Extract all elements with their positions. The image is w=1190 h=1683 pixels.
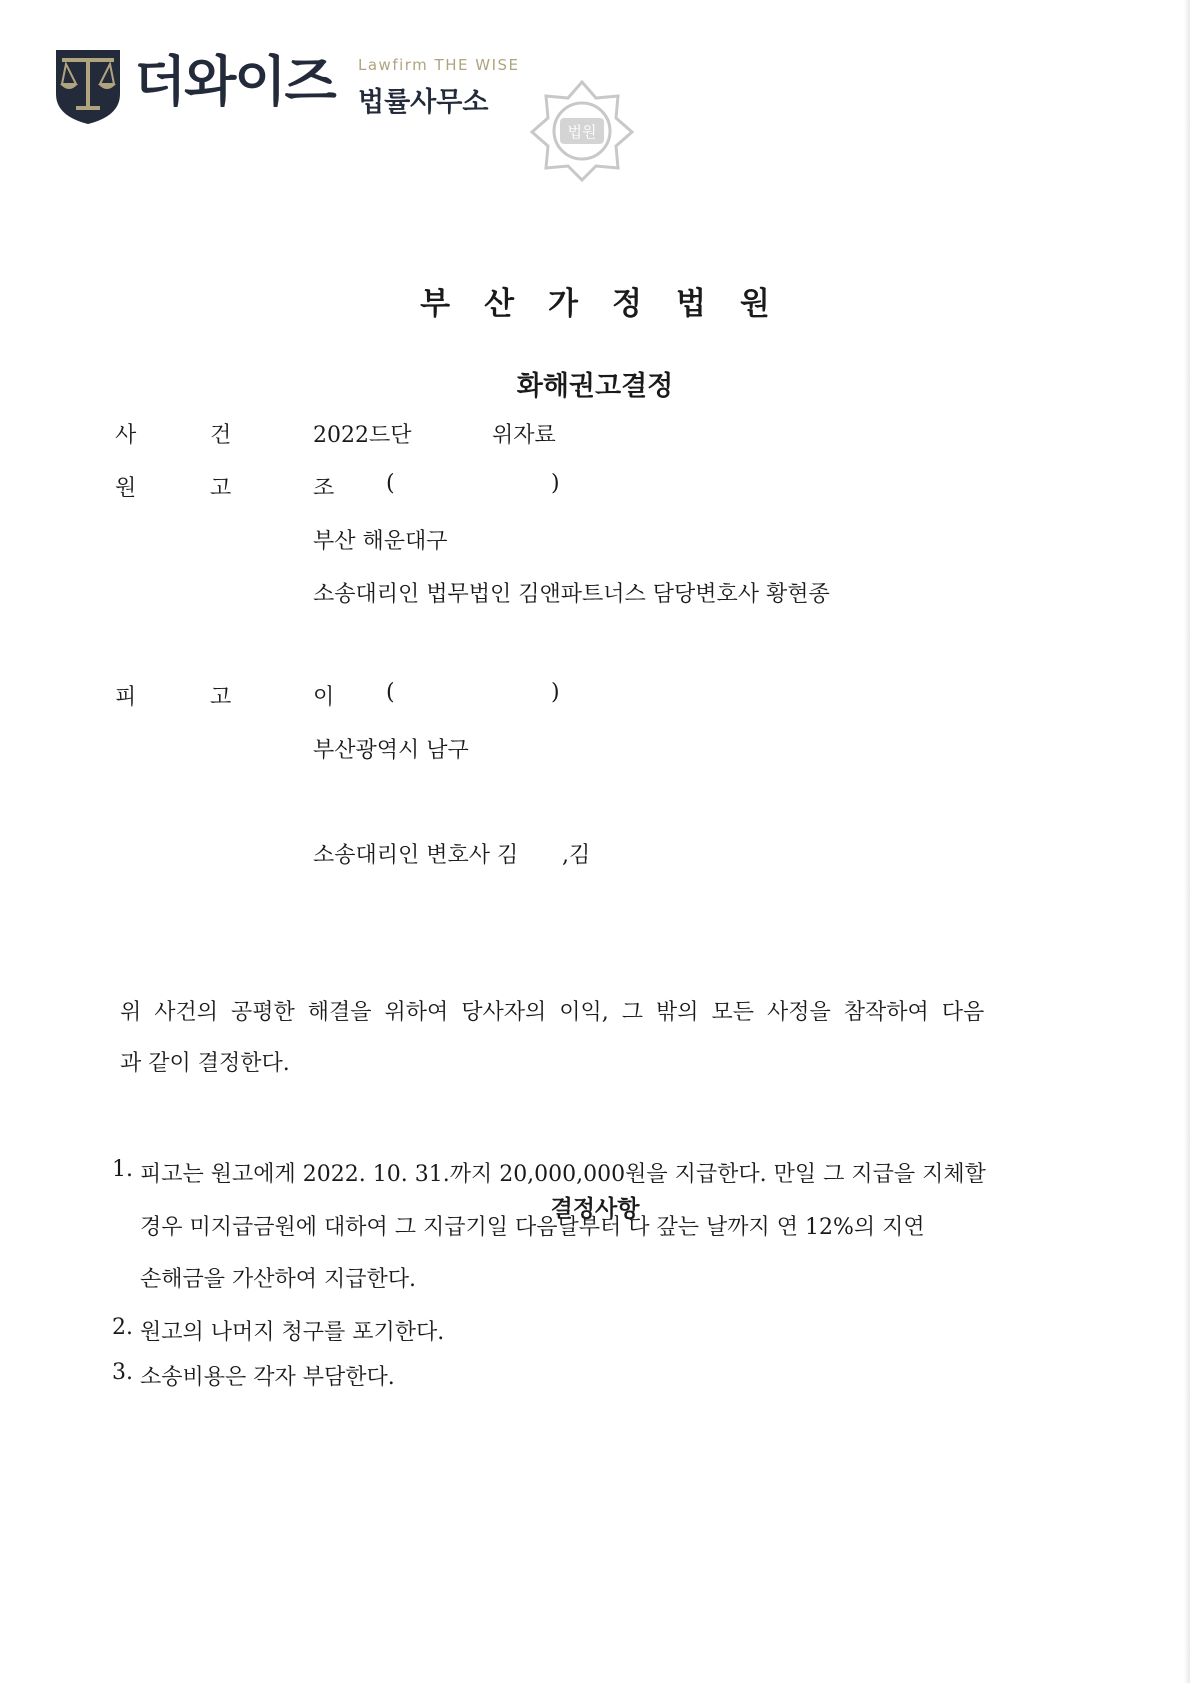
defendant-counsel-prefix: 소송대리인 변호사 김: [313, 843, 519, 868]
item-2-text: 원고의 나머지 청구를 포기한다.: [140, 1320, 445, 1345]
intro-line-1: 위 사건의 공평한 해결을 위하여 당사자의 이익, 그 밖의 모든 사정을 참작하여 다음: [120, 1000, 985, 1025]
intro-line-2: 과 같이 결정한다.: [120, 1051, 290, 1076]
case-label-b: 건: [210, 423, 232, 448]
defendant-counsel-suffix: ,김: [562, 843, 591, 868]
case-label-a: 사: [115, 423, 137, 448]
plaintiff-address: 부산 해운대구: [313, 529, 448, 554]
item-2-number: 2.: [112, 1315, 133, 1340]
plaintiff-paren-close: ): [551, 471, 560, 496]
brand-name: 더와이즈: [134, 50, 335, 113]
item-3-text: 소송비용은 각자 부담한다.: [140, 1365, 395, 1390]
item-1-line-2: 경우 미지급금원에 대하여 그 지급기일 다음날부터 다 갚는 날까지 연 12%의 지연: [140, 1215, 925, 1240]
item-1-number: 1.: [112, 1157, 133, 1182]
court-name: 부산가정법원: [420, 286, 804, 322]
brand-subtitle: 법률사무소: [358, 87, 489, 118]
brand-english-name: Lawfirm THE WISE: [358, 56, 520, 74]
item-1-line-1: 피고는 원고에게 2022. 10. 31.까지 20,000,000원을 지급한다. 만일 그 지급을 지체할: [140, 1162, 986, 1187]
plaintiff-label-a: 원: [115, 476, 137, 501]
defendant-label-b: 고: [210, 685, 232, 710]
plaintiff-name: 조: [313, 476, 335, 501]
document-title: 화해권고결정: [516, 371, 674, 402]
plaintiff-paren-open: (: [386, 471, 395, 496]
defendant-name: 이: [313, 685, 335, 710]
case-number: 2022드단: [313, 423, 412, 448]
item-1-line-3: 손해금을 가산하여 지급한다.: [140, 1267, 417, 1292]
decision-heading: 결정사항: [550, 1196, 640, 1222]
court-seal-icon: [524, 74, 640, 184]
defendant-address: 부산광역시 남구: [313, 738, 469, 763]
firm-branding: [52, 44, 522, 134]
defendant-paren-open: (: [386, 680, 395, 705]
seal-text: 법원: [567, 123, 597, 141]
defendant-label-a: 피: [115, 685, 137, 710]
scan-edge-shadow: [1184, 0, 1190, 1683]
case-subject: 위자료: [492, 423, 556, 448]
item-3-number: 3.: [112, 1360, 133, 1385]
scales-of-justice-icon: [52, 44, 124, 126]
plaintiff-counsel: 소송대리인 법무법인 김앤파트너스 담당변호사 황현종: [313, 582, 830, 607]
plaintiff-label-b: 고: [210, 476, 232, 501]
defendant-paren-close: ): [551, 680, 560, 705]
